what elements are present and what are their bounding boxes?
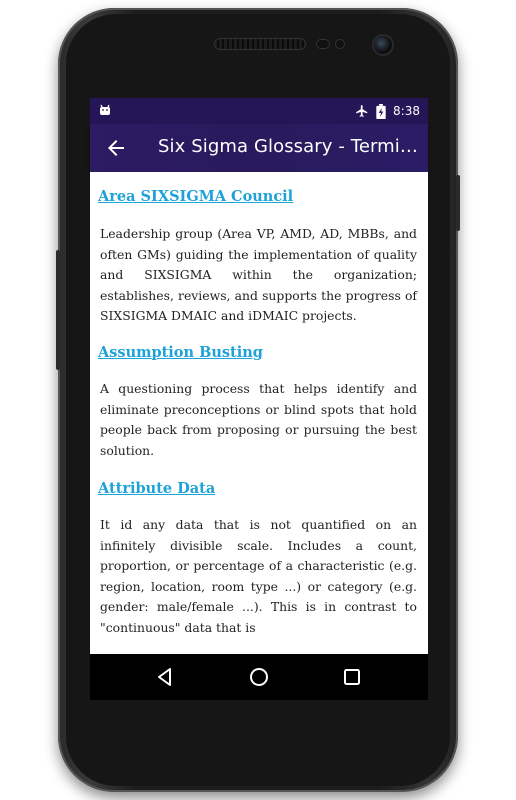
glossary-list[interactable] xyxy=(90,172,428,635)
battery-charging-icon xyxy=(376,104,386,119)
recents-square-icon[interactable] xyxy=(339,664,365,690)
back-triangle-icon[interactable] xyxy=(152,664,178,690)
volume-button xyxy=(56,250,60,370)
front-camera xyxy=(374,36,392,54)
airplane-mode-icon xyxy=(355,104,369,118)
status-bar xyxy=(90,98,428,124)
home-circle-icon[interactable] xyxy=(246,664,272,690)
arrow-left-icon[interactable] xyxy=(104,136,128,160)
earpiece-speaker xyxy=(214,38,306,50)
proximity-sensor xyxy=(316,39,330,49)
light-sensor xyxy=(335,39,345,49)
power-button xyxy=(456,175,460,231)
glossary-term-link[interactable]: Area SIXSIGMA Council xyxy=(98,188,294,205)
glossary-term-link[interactable]: Attribute Data xyxy=(98,480,216,497)
glossary-term-link[interactable]: Assumption Busting xyxy=(98,344,263,361)
phone-screen xyxy=(90,98,428,700)
system-navigation-bar xyxy=(90,654,428,700)
glossary-definition: It id any data that is not quantified on an infinitely divisible scale. Includes a count, proportion, or percentage of a characteristic (e.g. region, location, room type ...) or category (e.g. gender: male/female ...). This is in contrast to "continuous" data that is xyxy=(100,517,417,635)
android-notification-icon xyxy=(98,103,112,117)
status-time: 8:38 xyxy=(393,104,420,118)
glossary-definition: A questioning process that helps identify and eliminate preconceptions or blind spots that hold people back from proposing or pursuing the best solution. xyxy=(100,381,417,458)
status-right-group xyxy=(355,102,420,120)
page-title: Six Sigma Glossary - Termi… xyxy=(158,136,419,157)
glossary-definition: Leadership group (Area VP, AMD, AD, MBBs, and often GMs) guiding the implementation of quality and SIXSIGMA within the organization; establishes, reviews, and supports the progress of SIXSIGMA DMAIC and iDMAIC projects. xyxy=(100,226,417,324)
app-bar xyxy=(90,124,428,172)
